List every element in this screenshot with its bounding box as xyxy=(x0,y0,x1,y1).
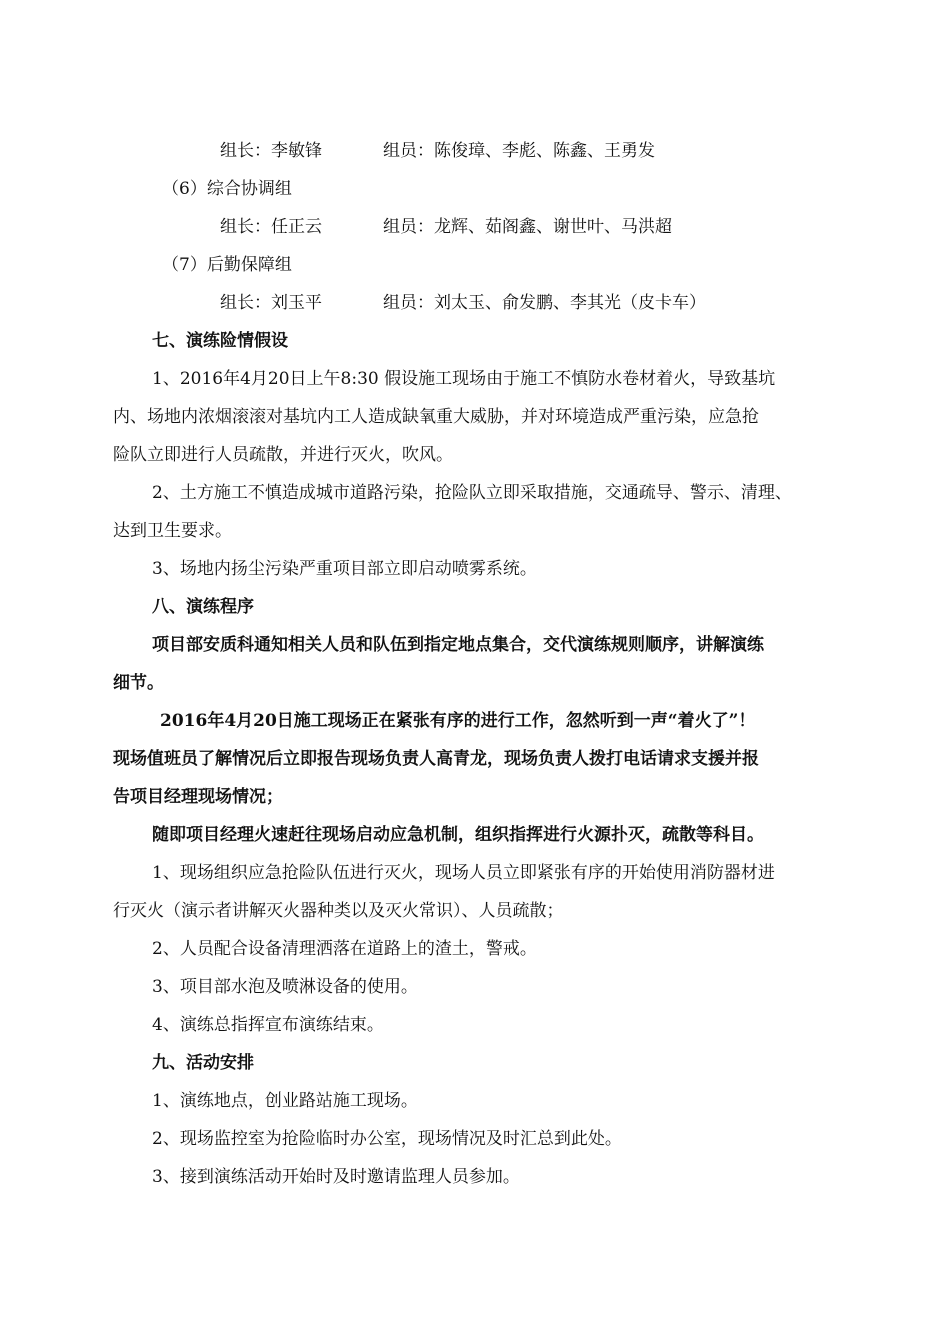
group-title: （7）后勤保障组 xyxy=(162,255,292,275)
paragraph-line: 细节。 xyxy=(113,673,164,693)
paragraph-line: 项目部安质科通知相关人员和队伍到指定地点集合，交代演练规则顺序，讲解演练 xyxy=(152,635,764,655)
section-heading: 九、活动安排 xyxy=(152,1053,254,1073)
paragraph-line: 1、2016年4月20日上午8:30 假设施工现场由于施工不慎防水卷材着火，导致基坑 xyxy=(152,369,776,389)
section-heading: 七、演练险情假设 xyxy=(152,331,288,351)
paragraph-line: 2、人员配合设备清理洒落在道路上的渣土，警戒。 xyxy=(152,939,537,959)
paragraph-line: 4、演练总指挥宣布演练结束。 xyxy=(152,1015,384,1035)
paragraph-line: 告项目经理现场情况； xyxy=(113,787,283,807)
paragraph-line: 现场值班员了解情况后立即报告现场负责人高青龙，现场负责人拨打电话请求支援并报 xyxy=(113,749,759,769)
group-title: （6）综合协调组 xyxy=(162,179,292,199)
group-members: 组员：陈俊璋、李彪、陈鑫、王勇发 xyxy=(383,141,655,161)
paragraph-line: 达到卫生要求。 xyxy=(113,521,232,541)
group-leader: 组长：刘玉平 xyxy=(220,293,322,313)
paragraph-line: 3、接到演练活动开始时及时邀请监理人员参加。 xyxy=(152,1167,520,1187)
paragraph-line: 内、场地内浓烟滚滚对基坑内工人造成缺氧重大威胁，并对环境造成严重污染，应急抢 xyxy=(113,407,759,427)
section-heading: 八、演练程序 xyxy=(152,597,254,617)
paragraph-line: 2、土方施工不慎造成城市道路污染，抢险队立即采取措施，交通疏导、警示、清理、 xyxy=(152,483,792,503)
paragraph-line: 1、演练地点，创业路站施工现场。 xyxy=(152,1091,418,1111)
paragraph-line: 行灭火（演示者讲解灭火器种类以及灭火常识）、人员疏散； xyxy=(113,901,564,921)
group-leader: 组长：任正云 xyxy=(220,217,322,237)
paragraph-line: 3、场地内扬尘污染严重项目部立即启动喷雾系统。 xyxy=(152,559,537,579)
paragraph-line: 随即项目经理火速赶往现场启动应急机制，组织指挥进行火源扑灭，疏散等科目。 xyxy=(152,825,764,845)
paragraph-line: 2016年4月20日施工现场正在紧张有序的进行工作，忽然听到一声“着火了”！ xyxy=(160,711,756,731)
group-members: 组员：龙辉、茹阁鑫、谢世叶、马洪超 xyxy=(383,217,672,237)
paragraph-line: 3、项目部水泡及喷淋设备的使用。 xyxy=(152,977,418,997)
paragraph-line: 险队立即进行人员疏散，并进行灭火，吹风。 xyxy=(113,445,453,465)
group-leader: 组长：李敏锋 xyxy=(220,141,322,161)
group-members: 组员：刘太玉、俞发鹏、李其光（皮卡车） xyxy=(383,293,706,313)
paragraph-line: 1、现场组织应急抢险队伍进行灭火，现场人员立即紧张有序的开始使用消防器材进 xyxy=(152,863,775,883)
paragraph-line: 2、现场监控室为抢险临时办公室，现场情况及时汇总到此处。 xyxy=(152,1129,622,1149)
